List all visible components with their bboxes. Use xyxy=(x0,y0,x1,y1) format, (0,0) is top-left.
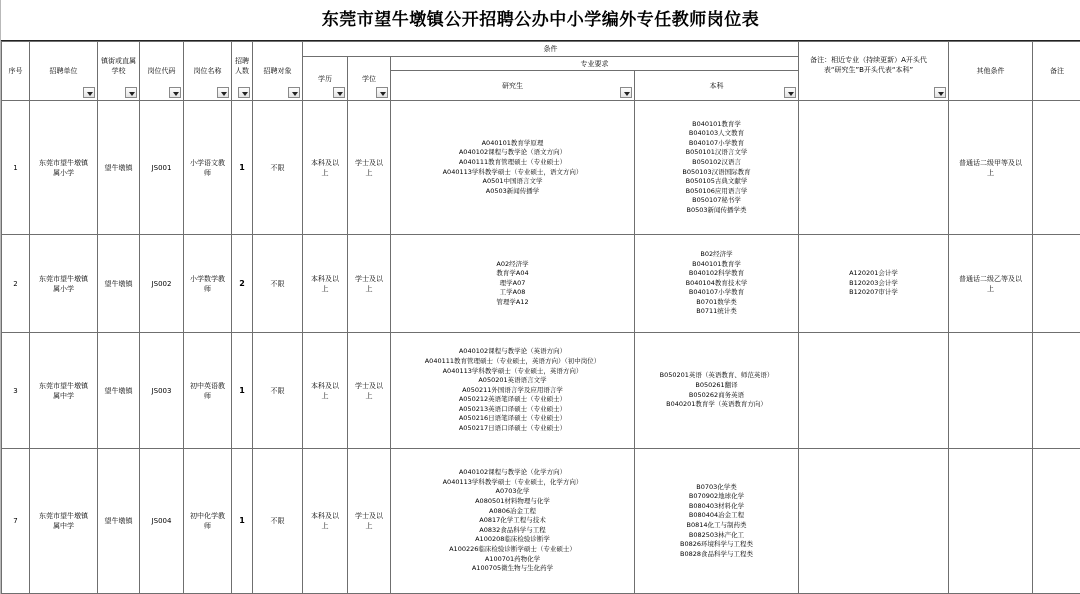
page-title: 东莞市望牛墩镇公开招聘公办中小学编外专任教师岗位表 xyxy=(1,0,1080,41)
major-item: A040102课程与教学论（语文方向） xyxy=(458,148,567,157)
cell-bachelor-majors xyxy=(635,235,799,333)
major-item: B120207审计学 xyxy=(849,288,898,297)
filter-dropdown-icon[interactable] xyxy=(217,87,229,98)
major-item: B050261翻译 xyxy=(695,380,738,389)
cell-bachelor-majors xyxy=(635,333,799,449)
major-item: B040107小学教育 xyxy=(688,138,745,147)
cell-other xyxy=(949,333,1033,449)
cell-other xyxy=(949,449,1033,594)
cell-name: 小学数学教师 xyxy=(184,235,232,333)
header-code[interactable]: 岗位代码 xyxy=(140,42,184,101)
major-item: A040111教育管理硕士（专业硕士） xyxy=(458,157,567,166)
major-item: A0501中国语言文学 xyxy=(482,177,543,186)
cell-grad-majors xyxy=(391,235,635,333)
major-item: A100705微生物与生化药学 xyxy=(471,564,554,573)
header-remarks-note[interactable]: 备注：相近专业（持续更新）A开头代表“研究生”B开头代表“本科” xyxy=(799,42,949,101)
major-item: B040107小学教育 xyxy=(688,288,745,297)
header-name[interactable]: 岗位名称 xyxy=(184,42,232,101)
major-item: A100701药物化学 xyxy=(484,554,541,563)
major-item: A050212英语笔译硕士（专业硕士） xyxy=(458,395,567,404)
header-unit[interactable]: 招聘单位 xyxy=(30,42,98,101)
major-item: A050201英语语言文学 xyxy=(478,376,547,385)
cell-code: JS004 xyxy=(140,449,184,594)
cell-education: 本科及以上 xyxy=(303,449,348,594)
major-item: A050211外国语言学及应用语言学 xyxy=(462,385,563,394)
header-major-req: 专业要求 xyxy=(391,57,799,71)
major-item: A050213英语口译硕士（专业硕士） xyxy=(458,404,567,413)
cell-bachelor-majors xyxy=(635,101,799,235)
major-item: B050103汉语国际教育 xyxy=(682,167,751,176)
filter-dropdown-icon[interactable] xyxy=(125,87,137,98)
major-item: B082503林产化工 xyxy=(688,530,745,539)
major-item: A050217日语口译硕士（专业硕士） xyxy=(458,424,567,433)
major-item: A040102课程与教学论（化学方向） xyxy=(458,468,567,477)
major-item: B0828食品科学与工程类 xyxy=(679,549,753,558)
cell-grad-majors xyxy=(391,449,635,594)
major-item: A040111教育管理硕士（专业硕士，英语方向）（初中岗位） xyxy=(424,356,601,365)
major-item: 管理学A12 xyxy=(496,297,529,306)
cell-town: 望牛墩镇 xyxy=(98,101,140,235)
major-item: A040113学科教学硕士（专业硕士，英语方向） xyxy=(442,366,583,375)
major-item: B080404冶金工程 xyxy=(688,511,745,520)
cell-degree: 学士及以上 xyxy=(348,235,391,333)
cell-count: 1 xyxy=(232,449,253,594)
header-bachelor[interactable]: 本科 xyxy=(635,71,799,101)
cell-other: 普通话二级乙等及以上 xyxy=(949,235,1033,333)
cell-name: 初中化学教师 xyxy=(184,449,232,594)
header-grad[interactable]: 研究生 xyxy=(391,71,635,101)
cell-degree: 学士及以上 xyxy=(348,101,391,235)
major-item: B040101教育学 xyxy=(692,119,741,128)
major-item: B080403材料化学 xyxy=(688,501,745,510)
cell-name: 初中英语教师 xyxy=(184,333,232,449)
cell-education: 本科及以上 xyxy=(303,235,348,333)
table-row xyxy=(2,449,1080,594)
cell-education: 本科及以上 xyxy=(303,101,348,235)
major-item: B0814化工与制药类 xyxy=(686,521,747,529)
major-item: A0503新闻传播学 xyxy=(485,186,540,195)
filter-dropdown-icon[interactable] xyxy=(376,87,388,98)
major-item: A0817化学工程与技术 xyxy=(479,516,546,525)
major-item: B040102科学教育 xyxy=(688,269,745,278)
major-item: 教育学A04 xyxy=(496,269,529,278)
cell-count: 2 xyxy=(232,235,253,333)
header-seq: 序号 xyxy=(2,42,30,101)
major-item: A040102课程与教学论（英语方向） xyxy=(458,347,567,356)
major-item: B050101汉语言文学 xyxy=(685,148,748,157)
cell-similar-majors xyxy=(799,333,949,449)
major-item: A120201会计学 xyxy=(849,269,898,278)
cell-town: 望牛墩镇 xyxy=(98,449,140,594)
cell-seq: 1 xyxy=(2,101,30,235)
major-item: B050106应用语言学 xyxy=(685,186,748,195)
header-education[interactable]: 学历 xyxy=(303,57,348,101)
cell-count: 1 xyxy=(232,101,253,235)
cell-code: JS002 xyxy=(140,235,184,333)
major-item: B050201英语（英语教育、师范英语） xyxy=(659,371,774,380)
major-item: A080501材料物理与化学 xyxy=(475,497,550,506)
cell-bachelor-majors xyxy=(635,449,799,594)
filter-dropdown-icon[interactable] xyxy=(333,87,345,98)
cell-target: 不限 xyxy=(253,333,303,449)
cell-grad-majors xyxy=(391,101,635,235)
header-count[interactable]: 招聘人数 xyxy=(232,42,253,101)
filter-dropdown-icon[interactable] xyxy=(934,87,946,98)
cell-target: 不限 xyxy=(253,101,303,235)
cell-name: 小学语文教师 xyxy=(184,101,232,235)
cell-similar-majors xyxy=(799,235,949,333)
cell-remark xyxy=(1033,449,1080,594)
major-item: B050107秘书学 xyxy=(692,196,741,205)
major-item: A0832食品科学与工程 xyxy=(479,525,546,534)
major-item: 工学A08 xyxy=(499,288,526,297)
major-item: B0826环境科学与工程类 xyxy=(679,540,753,549)
major-item: B0701数学类 xyxy=(696,297,737,306)
major-item: B02经济学 xyxy=(700,249,733,258)
cell-seq: 7 xyxy=(2,449,30,594)
cell-remark xyxy=(1033,235,1080,333)
cell-education: 本科及以上 xyxy=(303,333,348,449)
filter-dropdown-icon[interactable] xyxy=(784,87,796,98)
major-item: B0503新闻传播学类 xyxy=(686,205,747,214)
header-town[interactable]: 镇街或直属学校 xyxy=(98,42,140,101)
positions-table xyxy=(1,41,1080,594)
major-item: A100226临床检验诊断学硕士（专业硕士） xyxy=(449,544,576,553)
table-row xyxy=(2,101,1080,235)
cell-seq: 3 xyxy=(2,333,30,449)
filter-dropdown-icon[interactable] xyxy=(83,87,95,98)
cell-grad-majors xyxy=(391,333,635,449)
cell-count: 1 xyxy=(232,333,253,449)
table-row xyxy=(2,333,1080,449)
header-remark: 备注 xyxy=(1033,42,1080,101)
major-item: A040101教育学原理 xyxy=(481,138,544,147)
filter-dropdown-icon[interactable] xyxy=(288,87,300,98)
major-item: A040113学科教学硕士（专业硕士，化学方向） xyxy=(442,477,583,486)
cell-degree: 学士及以上 xyxy=(348,333,391,449)
header-other: 其他条件 xyxy=(949,42,1033,101)
cell-other: 普通话二级甲等及以上 xyxy=(949,101,1033,235)
cell-town: 望牛墩镇 xyxy=(98,235,140,333)
cell-similar-majors xyxy=(799,101,949,235)
major-item: A0806冶金工程 xyxy=(489,506,536,515)
table-row xyxy=(2,235,1080,333)
cell-code: JS003 xyxy=(140,333,184,449)
major-item: A050216日语笔译硕士（专业硕士） xyxy=(458,414,567,423)
major-item: A040113学科教学硕士（专业硕士，语文方向） xyxy=(442,167,583,176)
cell-unit: 东莞市望牛墩镇属中学 xyxy=(30,449,98,594)
major-item: B040201教育学（英语教育方向） xyxy=(666,400,767,409)
header-degree[interactable]: 学位 xyxy=(348,57,391,101)
filter-dropdown-icon[interactable] xyxy=(238,87,250,98)
major-item: B050262商务英语 xyxy=(688,390,745,399)
major-item: B040103人文教育 xyxy=(688,129,745,138)
cell-remark xyxy=(1033,101,1080,235)
cell-seq: 2 xyxy=(2,235,30,333)
major-item: A100208临床检验诊断学 xyxy=(475,535,550,544)
cell-unit: 东莞市望牛墩镇属小学 xyxy=(30,235,98,333)
cell-similar-majors xyxy=(799,449,949,594)
filter-dropdown-icon[interactable] xyxy=(620,87,632,98)
header-target[interactable]: 招聘对象 xyxy=(253,42,303,101)
major-item: B070902地球化学 xyxy=(688,492,745,501)
cell-target: 不限 xyxy=(253,449,303,594)
header-conditions: 条件 xyxy=(303,42,799,57)
cell-remark xyxy=(1033,333,1080,449)
major-item: B0703化学类 xyxy=(696,482,737,491)
cell-unit: 东莞市望牛墩镇属小学 xyxy=(30,101,98,235)
cell-target: 不限 xyxy=(253,235,303,333)
cell-town: 望牛墩镇 xyxy=(98,333,140,449)
cell-code: JS001 xyxy=(140,101,184,235)
major-item: B0711统计类 xyxy=(696,307,737,316)
major-item: 理学A07 xyxy=(499,278,526,287)
major-item: A0703化学 xyxy=(495,487,530,496)
cell-degree: 学士及以上 xyxy=(348,449,391,594)
major-item: B040101教育学 xyxy=(692,259,741,268)
major-item: B050105古典文献学 xyxy=(685,177,748,186)
major-item: B120203会计学 xyxy=(849,278,898,287)
major-item: B050102汉语言 xyxy=(692,157,741,166)
cell-unit: 东莞市望牛墩镇属中学 xyxy=(30,333,98,449)
filter-dropdown-icon[interactable] xyxy=(169,87,181,98)
major-item: A02经济学 xyxy=(496,259,529,268)
major-item: B040104教育技术学 xyxy=(685,278,748,287)
